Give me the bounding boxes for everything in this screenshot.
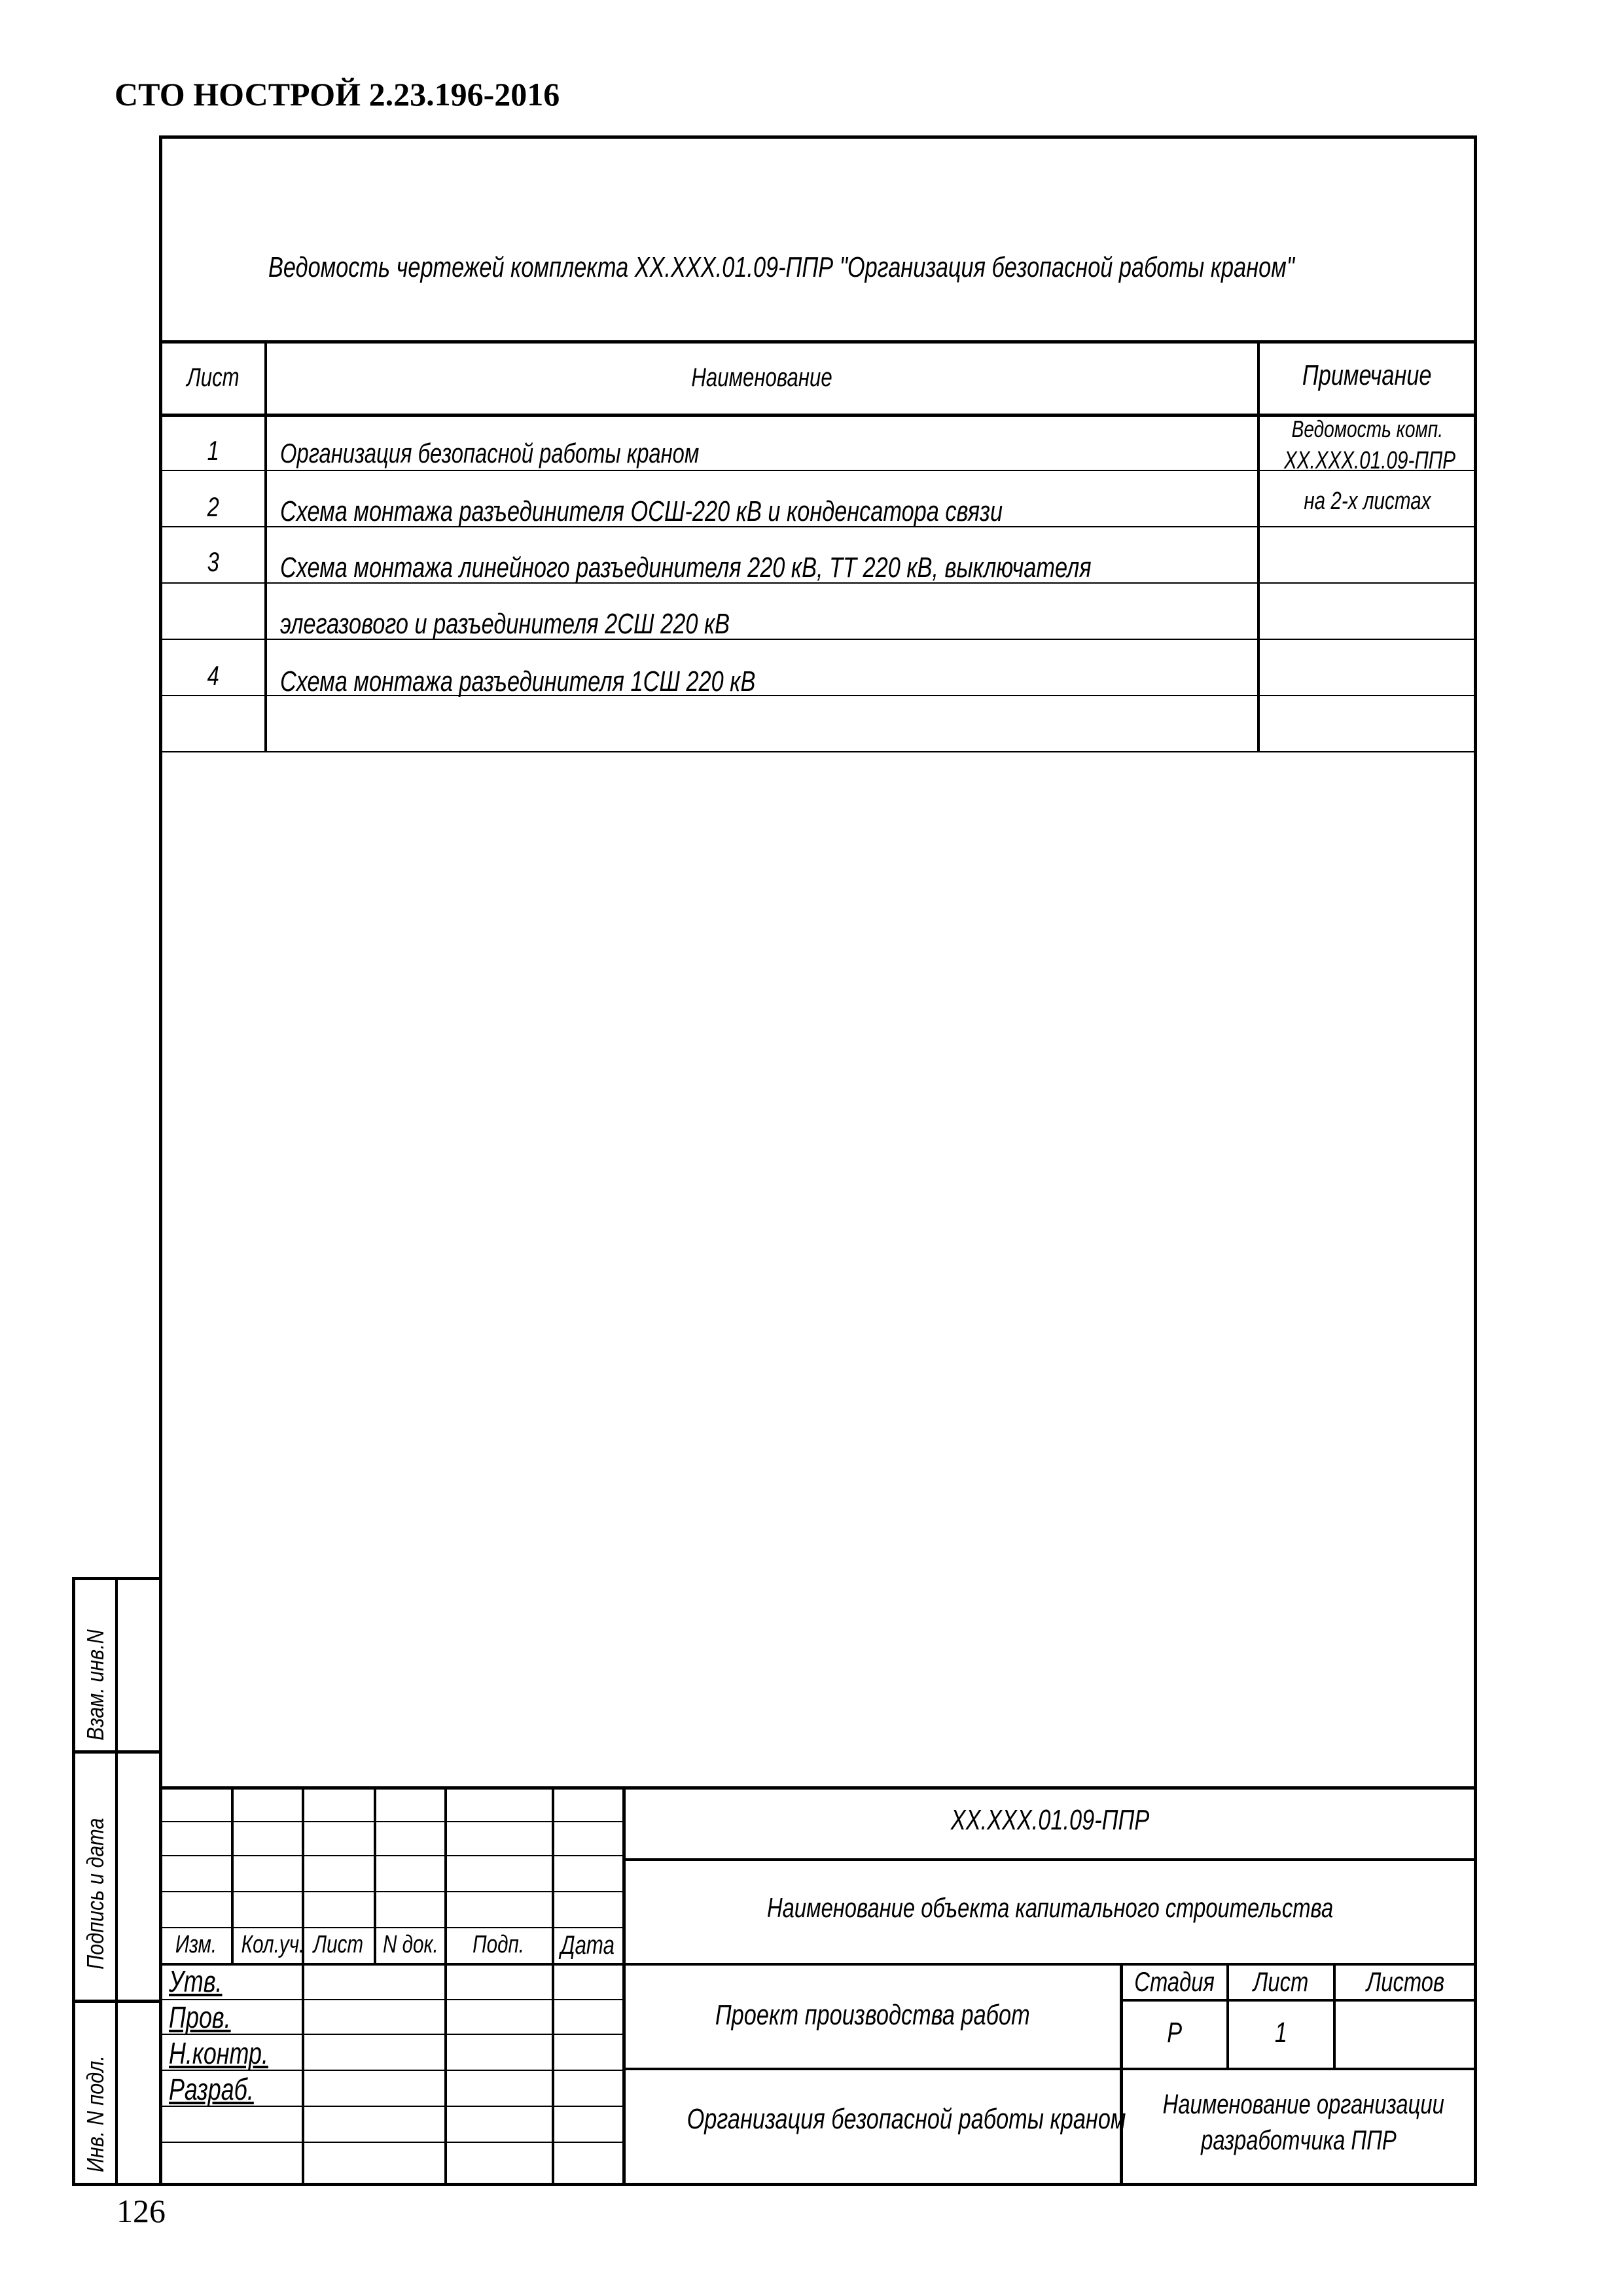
row-name: Схема монтажа линейного разъединителя 220 кВ, ТТ 220 кВ, выключателя	[280, 552, 1092, 584]
side-stamp-line	[72, 1750, 161, 1754]
project-type: Проект производства работ	[715, 1999, 1030, 2031]
title-block-top	[159, 1786, 1477, 1790]
sheet-value: 1	[1274, 2017, 1288, 2049]
table-top-line	[159, 340, 1477, 344]
title-block-line	[1121, 1999, 1477, 2002]
sheet-title: Ведомость чертежей комплекта XX.XXX.01.09-ППР "Организация безопасной работы краном"	[268, 251, 1294, 283]
grid-col	[444, 1786, 447, 2186]
object-name: Наименование объекта капитального строительства	[767, 1892, 1334, 1923]
col-line-note	[1257, 340, 1260, 752]
sheet-label: Лист	[1253, 1966, 1309, 1997]
stage-value: Р	[1167, 2017, 1183, 2049]
title-block-line	[624, 2068, 1477, 2070]
title-block-line	[624, 1858, 1477, 1861]
row-sheet-number: 4	[207, 660, 219, 691]
row-sheet-number: 2	[207, 491, 219, 522]
row-line	[1258, 526, 1477, 527]
table-header-line	[159, 414, 1477, 417]
row-name: элегазового и разъединителя 2СШ 220 кВ	[280, 608, 730, 640]
org-name-line-1: Наименование организации	[1162, 2089, 1444, 2119]
document-code-header: СТО НОСТРОЙ 2.23.196-2016	[115, 76, 560, 113]
page-number: 126	[116, 2193, 166, 2229]
col-kol-uch: Кол.уч.	[241, 1931, 305, 1958]
title-block-line	[159, 1963, 1477, 1966]
row-sheet-number	[162, 717, 264, 745]
col-header-name: Наименование	[691, 363, 833, 392]
role-utv: Утв.	[169, 1964, 223, 1998]
role-prov: Пров.	[169, 2000, 231, 2034]
note-line: на 2-х листах	[1303, 487, 1431, 515]
role-razrab: Разраб.	[169, 2072, 254, 2106]
org-name-line-2: разработчика ППР	[1201, 2125, 1397, 2155]
row-sheet-number	[162, 605, 264, 632]
col-data: Дата	[560, 1931, 615, 1960]
col-n-dok: N док.	[382, 1931, 438, 1958]
stage-label: Стадия	[1134, 1966, 1215, 1997]
side-stamp-divider	[115, 1577, 118, 2186]
col-line-sheet	[264, 340, 267, 752]
role-nkontr: Н.контр.	[169, 2036, 268, 2070]
col-list: Лист	[313, 1931, 364, 1958]
project-code: XX.XXX.01.09-ППР	[951, 1804, 1150, 1836]
col-podp: Подп.	[473, 1931, 525, 1958]
side-stamp-line	[72, 2000, 161, 2003]
note-line: Ведомость комп.	[1291, 415, 1443, 442]
col-izm: Изм.	[175, 1931, 217, 1958]
vzam-inv-label: Взам. инв.N	[82, 1629, 109, 1740]
inv-podl-label: Инв. N подл.	[82, 2055, 109, 2172]
row-name: Организация безопасной работы краном	[280, 438, 700, 468]
col-header-sheet: Лист	[187, 363, 240, 392]
row-sheet-number: 3	[207, 546, 219, 577]
row-sheet-number: 1	[207, 435, 219, 466]
note-line: XX.XXX.01.09-ППР	[1283, 447, 1456, 474]
drawing-title: Организация безопасной работы краном	[687, 2103, 1126, 2135]
podpis-label: Подпись и дата	[82, 1818, 109, 1969]
col-header-note: Примечание	[1302, 359, 1432, 391]
grid-col	[552, 1786, 554, 2186]
row-name: Схема монтажа разъединителя ОСШ-220 кВ и конденсатора связи	[280, 495, 1003, 527]
table-bottom-line	[159, 751, 1477, 752]
row-name: Схема монтажа разъединителя 1СШ 220 кВ	[280, 665, 756, 698]
sheets-value	[1336, 2019, 1474, 2047]
grid-col	[302, 1963, 304, 2186]
sheets-label: Листов	[1366, 1966, 1444, 1997]
